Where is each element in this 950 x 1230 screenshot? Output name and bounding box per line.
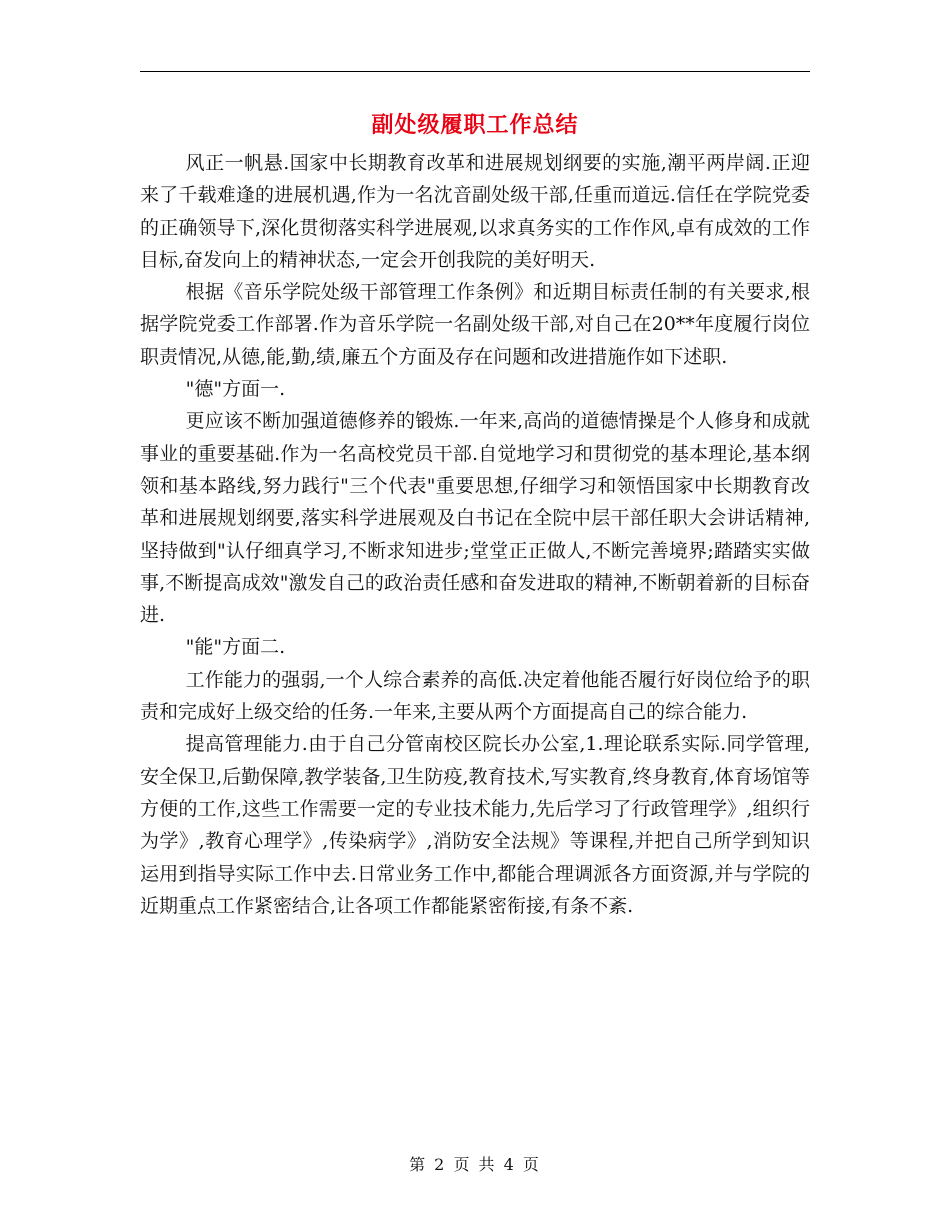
- header-rule: [140, 71, 810, 72]
- paragraph-de: 更应该不断加强道德修养的锻炼.一年来,高尚的道德情操是个人修身和成就事业的重要基础.作为一名高校党员干部.自觉地学习和贯彻党的基本理论,基本纲领和基本路线,努力践行"三个代表"重要思想,仔细学习和领悟国家中长期教育改革和进展规划纲要,落实科学进展观及白书记在全院中层干部任职大会讲话精神,坚持做到"认仔细真学习,不断求知进步;堂堂正正做人,不断完善境界;踏踏实实做事,不断提高成效"激发自己的政治责任感和奋发进取的精神,不断朝着新的目标奋进.: [140, 410, 810, 627]
- document-body: [140, 147, 810, 922]
- section-heading-neng: "能"方面二.: [185, 636, 286, 659]
- paragraph-intro: 风正一帆悬.国家中长期教育改革和进展规划纲要的实施,潮平两岸阔.正迎来了千载难逢的进展机遇,作为一名沈音副处级干部,任重而道远.信任在学院党委的正确领导下,深化贯彻落实科学进展观,以求真务实的工作作风,卓有成效的工作目标,奋发向上的精神状态,一定会开创我院的美好明天.: [140, 152, 810, 271]
- page-number: 第 2 页 共 4 页: [409, 1155, 541, 1174]
- paragraph-basis: 根据《音乐学院处级干部管理工作条例》和近期目标责任制的有关要求,根据学院党委工作部署.作为音乐学院一名副处级干部,对自己在20**年度履行岗位职责情况,从德,能,勤,绩,廉五个方面及存在问题和改进措施作如下述职.: [140, 281, 810, 368]
- paragraph-management: 提高管理能力.由于自己分管南校区院长办公室,1.理论联系实际.同学管理,安全保卫,后勤保障,教学装备,卫生防疫,教育技术,写实教育,终身教育,体育场馆等方便的工作,这些工作需要一定的专业技术能力,先后学习了行政管理学》,组织行为学》,教育心理学》,传染病学》,消防安全法规》等课程,并把自己所学到知识运用到指导实际工作中去.日常业务工作中,都能合理调派各方面资源,并与学院的近期重点工作紧密结合,让各项工作都能紧密衔接,有条不紊.: [140, 733, 810, 917]
- section-heading-de: "德"方面一.: [185, 378, 286, 401]
- paragraph-neng: 工作能力的强弱,一个人综合素养的高低.决定着他能否履行好岗位给予的职责和完成好上级交给的任务.一年来,主要从两个方面提高自己的综合能力.: [140, 668, 810, 724]
- document-title: 副处级履职工作总结: [371, 112, 579, 138]
